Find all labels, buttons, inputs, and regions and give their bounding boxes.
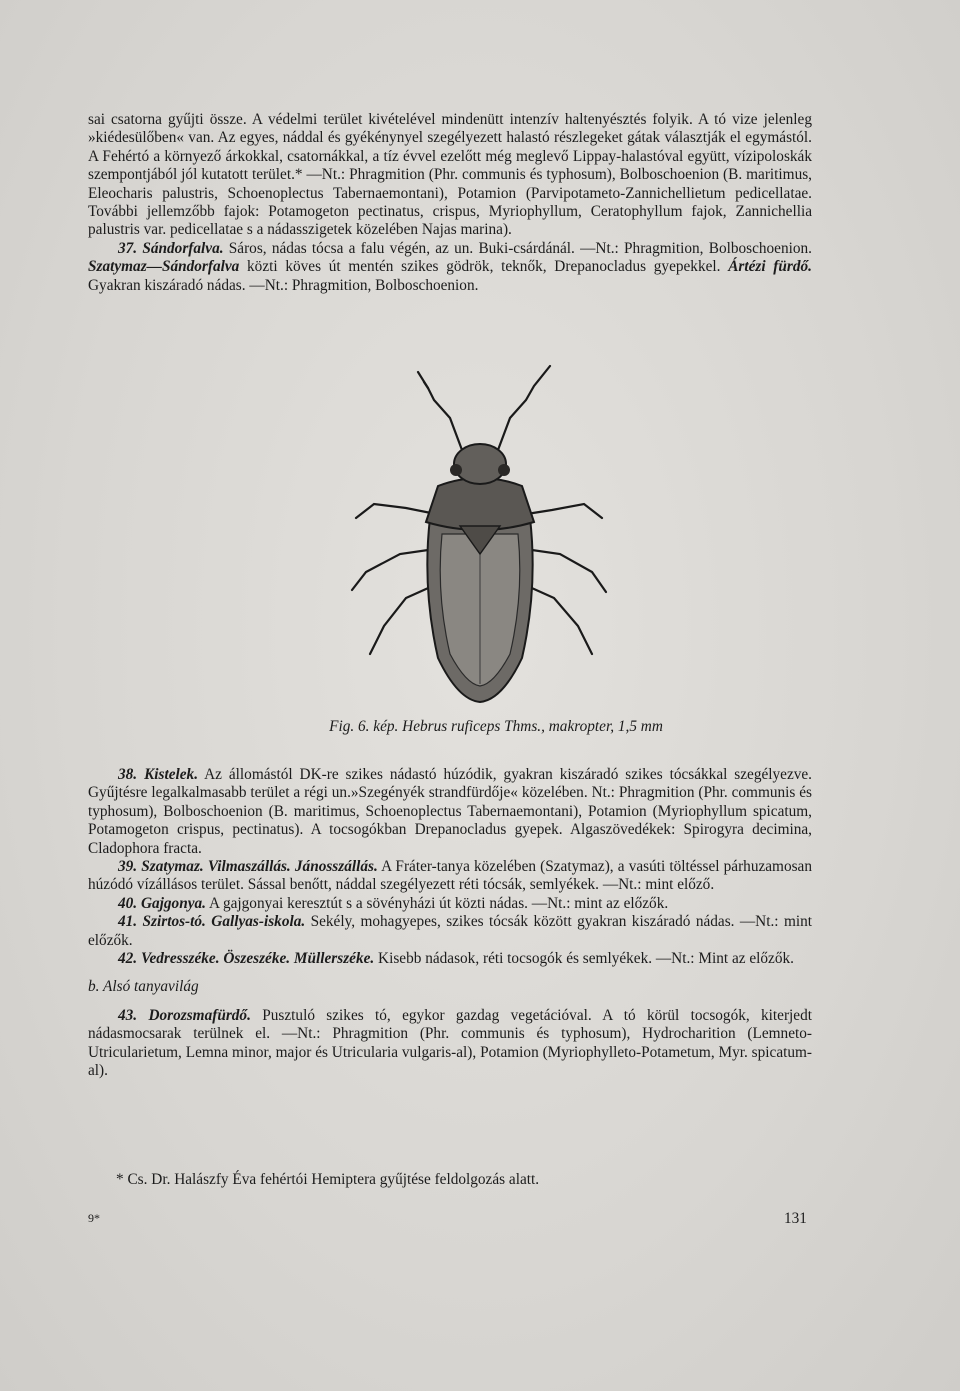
entry-number: 42. bbox=[118, 950, 138, 968]
entry-number: 39. bbox=[118, 858, 138, 876]
place-name: Ártézi fürdő. bbox=[728, 258, 812, 276]
place-name: Vedresszéke. Öszeszéke. Müllerszéke. bbox=[140, 950, 375, 968]
place-name: Szirtos-tó. Gallyas-iskola. bbox=[142, 913, 306, 931]
footnote: * Cs. Dr. Halászfy Éva fehértói Hemiptera gyűjtése feldolgozás alatt. bbox=[116, 1171, 540, 1188]
entry-text: közti köves út mentén szikes gödrök, teknők, Drepanocladus gyepekkel. bbox=[239, 258, 729, 276]
entry-text: Pusztuló szikes tó, egykor gazdag vegetációval. A tó körül tocsogók, kiterjedt nádasmocsarak terülnek el. —Nt.: Phragmition (Phr. communis és typhosum), Hydrocharition (Lemneto-Utricularietum, Lemna minor, major és Utricularia vulgaris-al), Potamion (Myriophylleto-Potametum, Myr. spicatum-al). bbox=[88, 1006, 812, 1080]
top-text-block bbox=[88, 111, 812, 295]
entry-text: A gajgonyai keresztút s a sövényházi út közti nádas. —Nt.: mint az előzők. bbox=[205, 894, 669, 912]
entry-text: Sekély, mohagyepes, szikes tócsák között gyakran kiszáradó nádas. —Nt.: mint előzők. bbox=[88, 913, 813, 949]
place-name: Szatymaz. Vilmaszállás. Jánosszállás. bbox=[141, 858, 378, 876]
paragraph-43 bbox=[88, 1007, 812, 1081]
entry-number: 41. bbox=[118, 913, 138, 931]
place-name: Gajgonya. bbox=[140, 894, 206, 912]
hebrus-ruficeps-illustration bbox=[330, 358, 630, 708]
section-heading: b. Alsó tanyavilág bbox=[88, 978, 199, 996]
entry-number: 43. bbox=[118, 1006, 138, 1024]
entry-number: 38. bbox=[118, 766, 138, 783]
paragraph-41 bbox=[88, 913, 812, 950]
entry-number: 40. bbox=[118, 894, 138, 912]
paragraph-fehertó: sai csatorna gyűjti össze. A védelmi terület kivételével mindenütt intenzív haltenyésztés folyik. A tó vize jelenleg »kiédesülőben« van. Az egyes, náddal és gyékénynyel szegélyezett halastó részlegeket gátak választják el egymástól. A Fehértó a környező árkokkal, csatornákkal, a tíz évvel ezelőtt még meglevő Lippay-halastóval együtt, vízipoloskák szempontjából jól kutatott terület.* —Nt.: Phragmition (Phr. communis és typhosum), Bolboschoenion (B. maritimus, Eleocharis palustris, Schoenoplectus Tabernaemontani), Potamion (Parvipotameto-Zannichellietum pedicellatae. További jellemzőbb fajok: Potamogeton pectinatus, crispus, Myriophyllum, Ceratophyllum fajok, Zannichellia palustris var. pedicellatae s a nádasszigetek közelében Najas marina). bbox=[88, 111, 812, 239]
place-name: Kistelek. bbox=[144, 766, 199, 783]
signature-mark: 9* bbox=[88, 1211, 100, 1225]
place-name: Dorozsmafürdő. bbox=[148, 1006, 251, 1024]
entry-text: Az állomástól DK-re szikes nádastó húzódik, gyakran kiszáradó szikes tócsákkal szegélyezve. Gyűjtésre legalkalmasabb terület a régi un.»Szegényék strandfürdője« közelében. Nt.: Phragmition (Phr. communis és typhosum), Bolboschoenion (B. maritimus, Schoenoplectus Tabernaemontani), Potamion (Myriophyllum spicatum, Potamogeton crispus, pectinatus). A tocsogókban Drepanocladus gyepek. Algaszövedékek: Spirogyra decimina, Cladophora fracta. bbox=[88, 766, 813, 857]
paragraph-39 bbox=[88, 858, 812, 895]
figure-caption: Fig. 6. kép. Hebrus ruficeps Thms., makropter, 1,5 mm bbox=[329, 718, 663, 735]
entry-text: A Fráter-tanya közelében (Szatymaz), a vasúti töltéssel párhuzamosan húzódó vízállásos terület. Sással benőtt, náddal szegélyezett réti tócsák, semlyékek. —Nt.: mint előző. bbox=[88, 858, 812, 894]
place-name: Sándorfalva. bbox=[142, 239, 224, 257]
place-name: Szatymaz—Sándorfalva bbox=[88, 258, 240, 276]
entry-text: Gyakran kiszáradó nádas. —Nt.: Phragmition, Bolboschoenion. bbox=[88, 276, 479, 294]
entry-text: Kisebb nádasok, réti tocsogók és semlyékek. —Nt.: Mint az előzők. bbox=[374, 950, 794, 968]
entry-text: Sáros, nádas tócsa a falu végén, az un. Buki-csárdánál. —Nt.: Phragmition, Bolboschoenion. bbox=[223, 239, 812, 257]
paragraph-40 bbox=[88, 895, 812, 913]
paragraph-37 bbox=[88, 240, 812, 295]
paragraph-42 bbox=[88, 950, 812, 968]
paragraph-38 bbox=[88, 766, 812, 858]
page-number: 131 bbox=[784, 1210, 807, 1227]
entry-number: 37. bbox=[118, 239, 138, 257]
insect-pronotum bbox=[426, 478, 534, 530]
insect-head bbox=[454, 444, 506, 484]
bottom-text-block bbox=[88, 766, 812, 1081]
